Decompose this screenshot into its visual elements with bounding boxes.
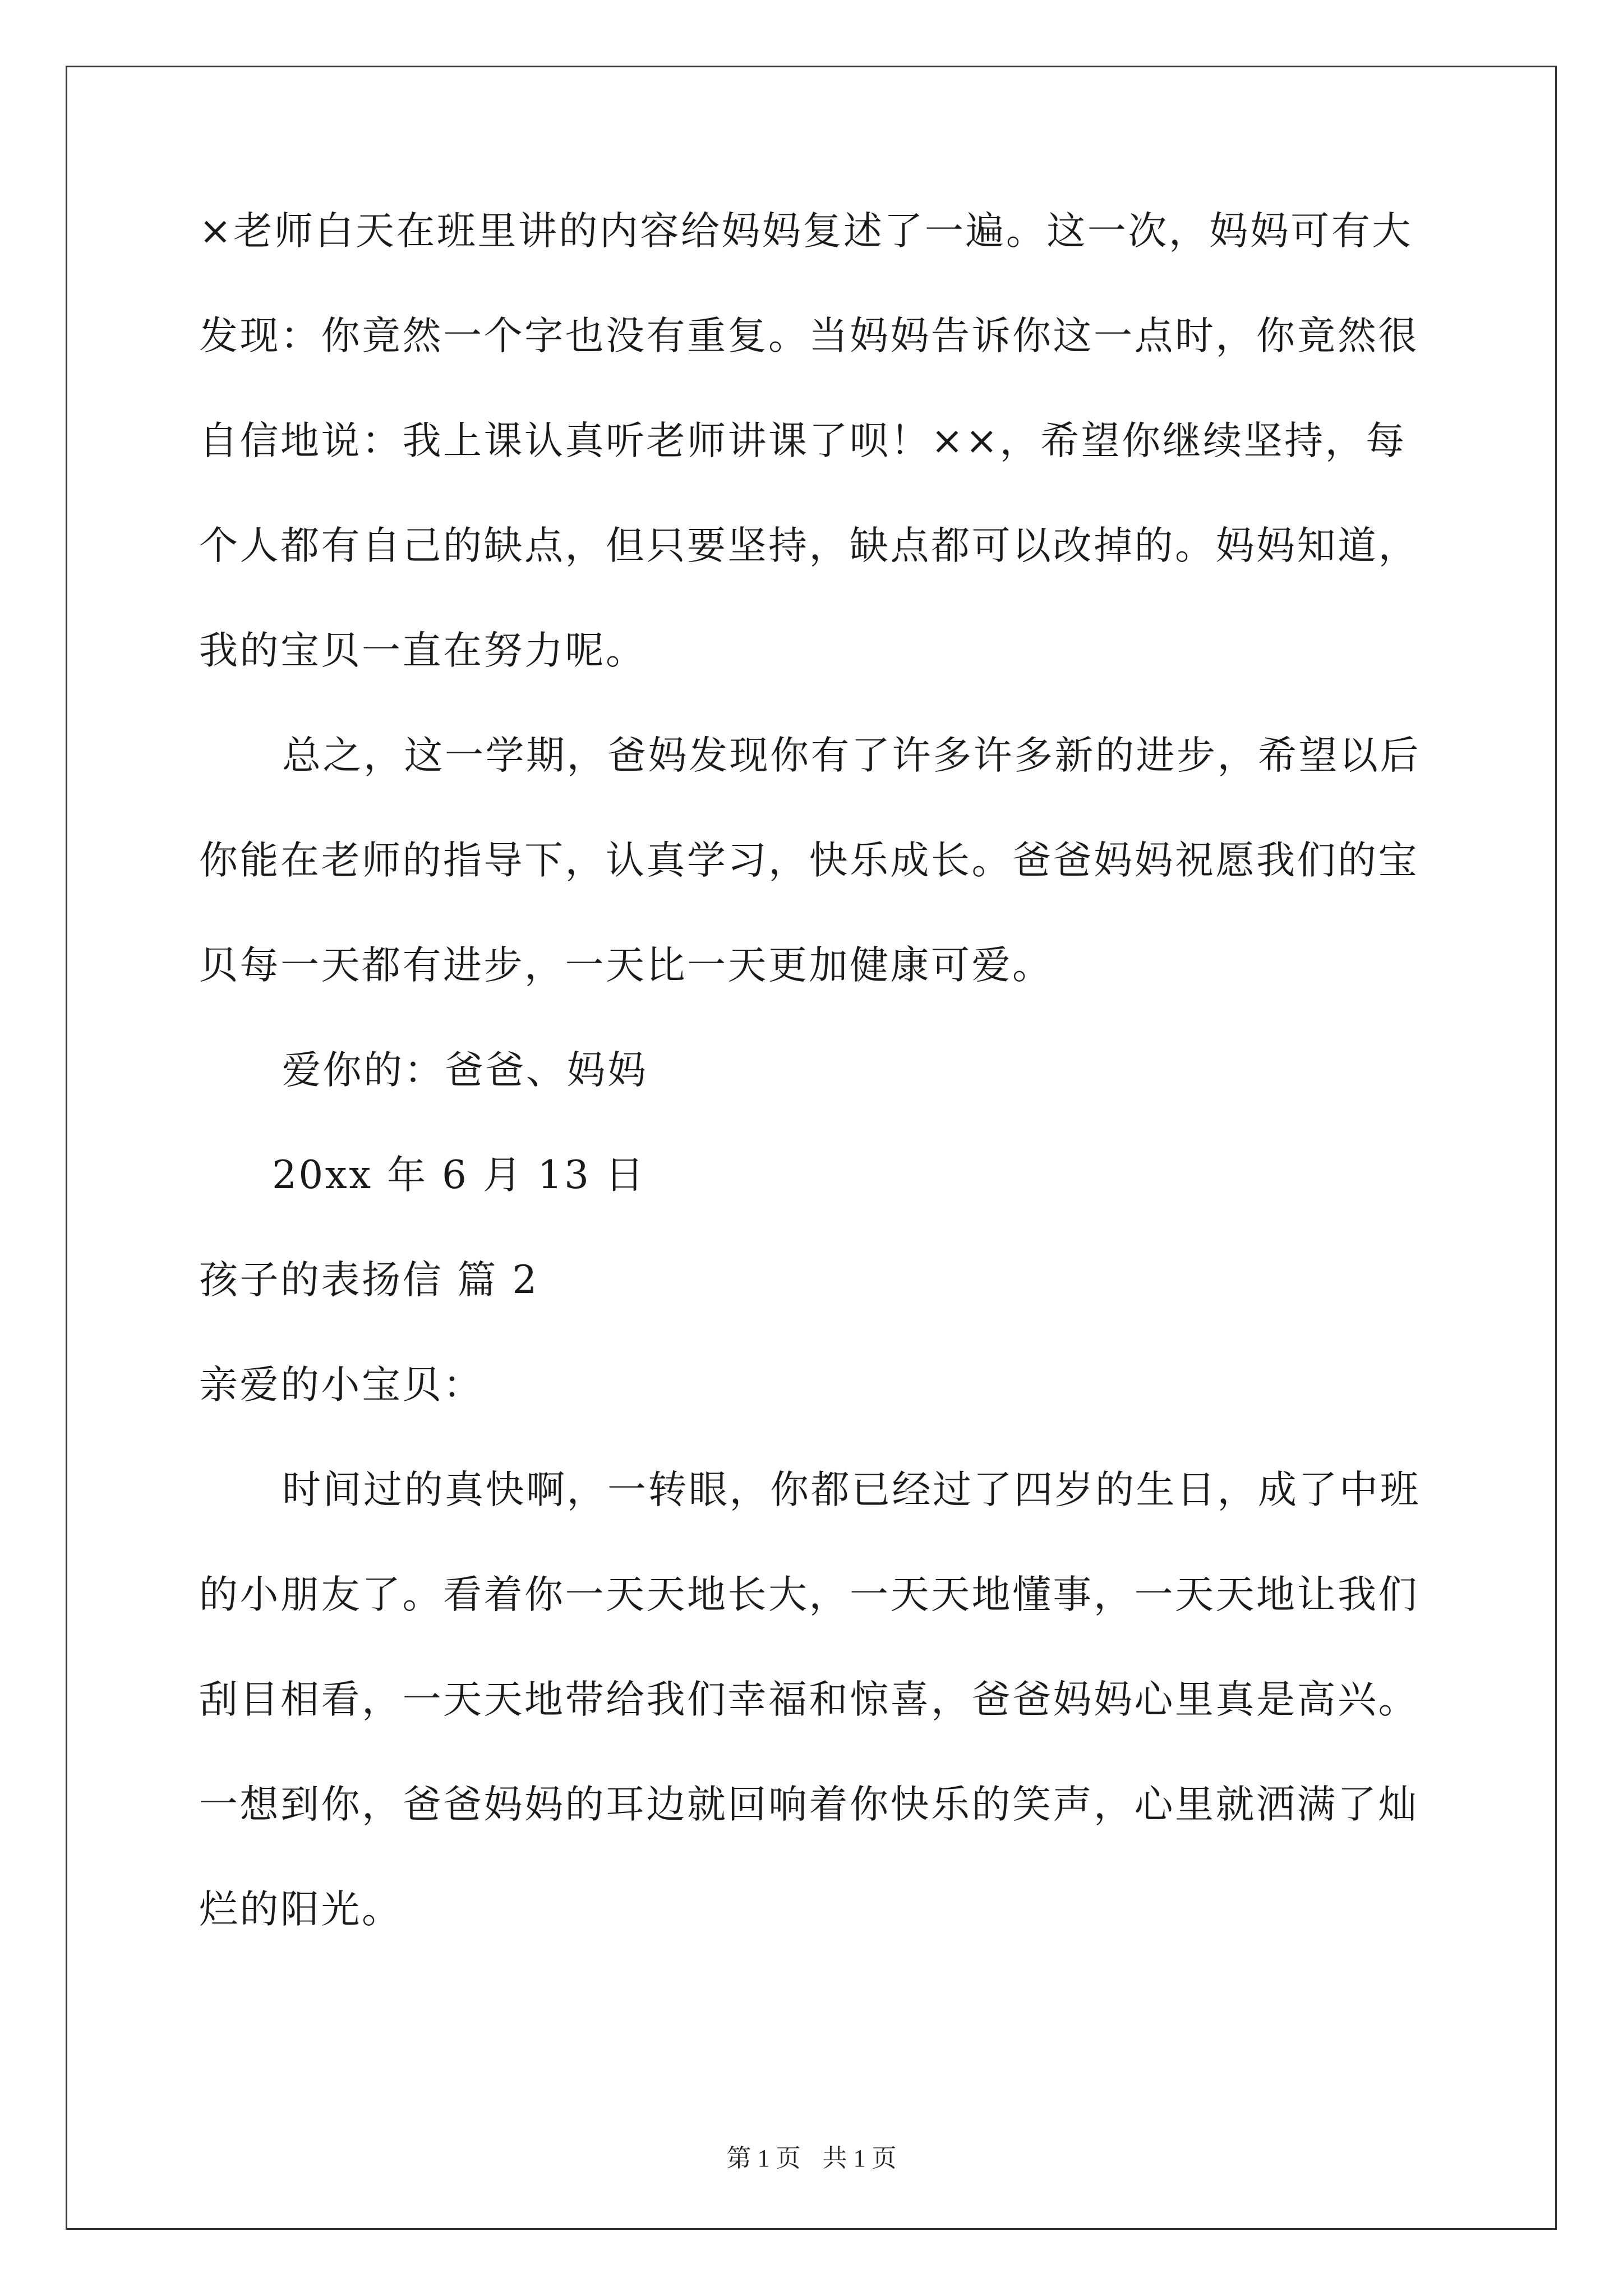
text-line: 贝每一天都有进步，一天比一天更加健康可爱。 [199, 943, 1053, 988]
date-line: 20xx 年 6 月 13 日 [272, 1153, 646, 1198]
page-footer [0, 2142, 1623, 2175]
signature-line: 爱你的：爸爸、妈妈 [282, 1048, 648, 1093]
text-line: 的小朋友了。看着你一天天地长大，一天天地懂事，一天天地让我们 [199, 1572, 1419, 1617]
text-line: 发现：你竟然一个字也没有重复。当妈妈告诉你这一点时，你竟然很 [199, 314, 1419, 358]
text-line: 你能在老师的指导下，认真学习，快乐成长。爸爸妈妈祝愿我们的宝 [199, 838, 1419, 883]
text-line: 个人都有自己的缺点，但只要坚持，缺点都可以改掉的。妈妈知道， [199, 523, 1419, 568]
text-line: 自信地说：我上课认真听老师讲课了呗！××，希望你继续坚持，每 [199, 418, 1407, 463]
salutation: 亲爱的小宝贝： [199, 1363, 484, 1407]
page-number: 第 1 页 [726, 2145, 801, 2172]
text-line: ×老师白天在班里讲的内容给妈妈复述了一遍。这一次，妈妈可有大 [199, 209, 1413, 254]
text-line: 我的宝贝一直在努力呢。 [199, 628, 647, 673]
text-line: 烂的阳光。 [199, 1887, 403, 1932]
text-line-indented: 时间过的真快啊，一转眼，你都已经过了四岁的生日，成了中班 [282, 1467, 1421, 1512]
text-line-indented: 总之，这一学期，爸妈发现你有了许多许多新的进步，希望以后 [282, 733, 1421, 778]
text-line: 一想到你，爸爸妈妈的耳边就回响着你快乐的笑声，心里就洒满了灿 [199, 1782, 1419, 1827]
text-line: 刮目相看，一天天地带给我们幸福和惊喜，爸爸妈妈心里真是高兴。 [199, 1677, 1419, 1722]
section-heading: 孩子的表扬信 篇 2 [199, 1258, 539, 1303]
page-total: 共 1 页 [822, 2145, 897, 2172]
